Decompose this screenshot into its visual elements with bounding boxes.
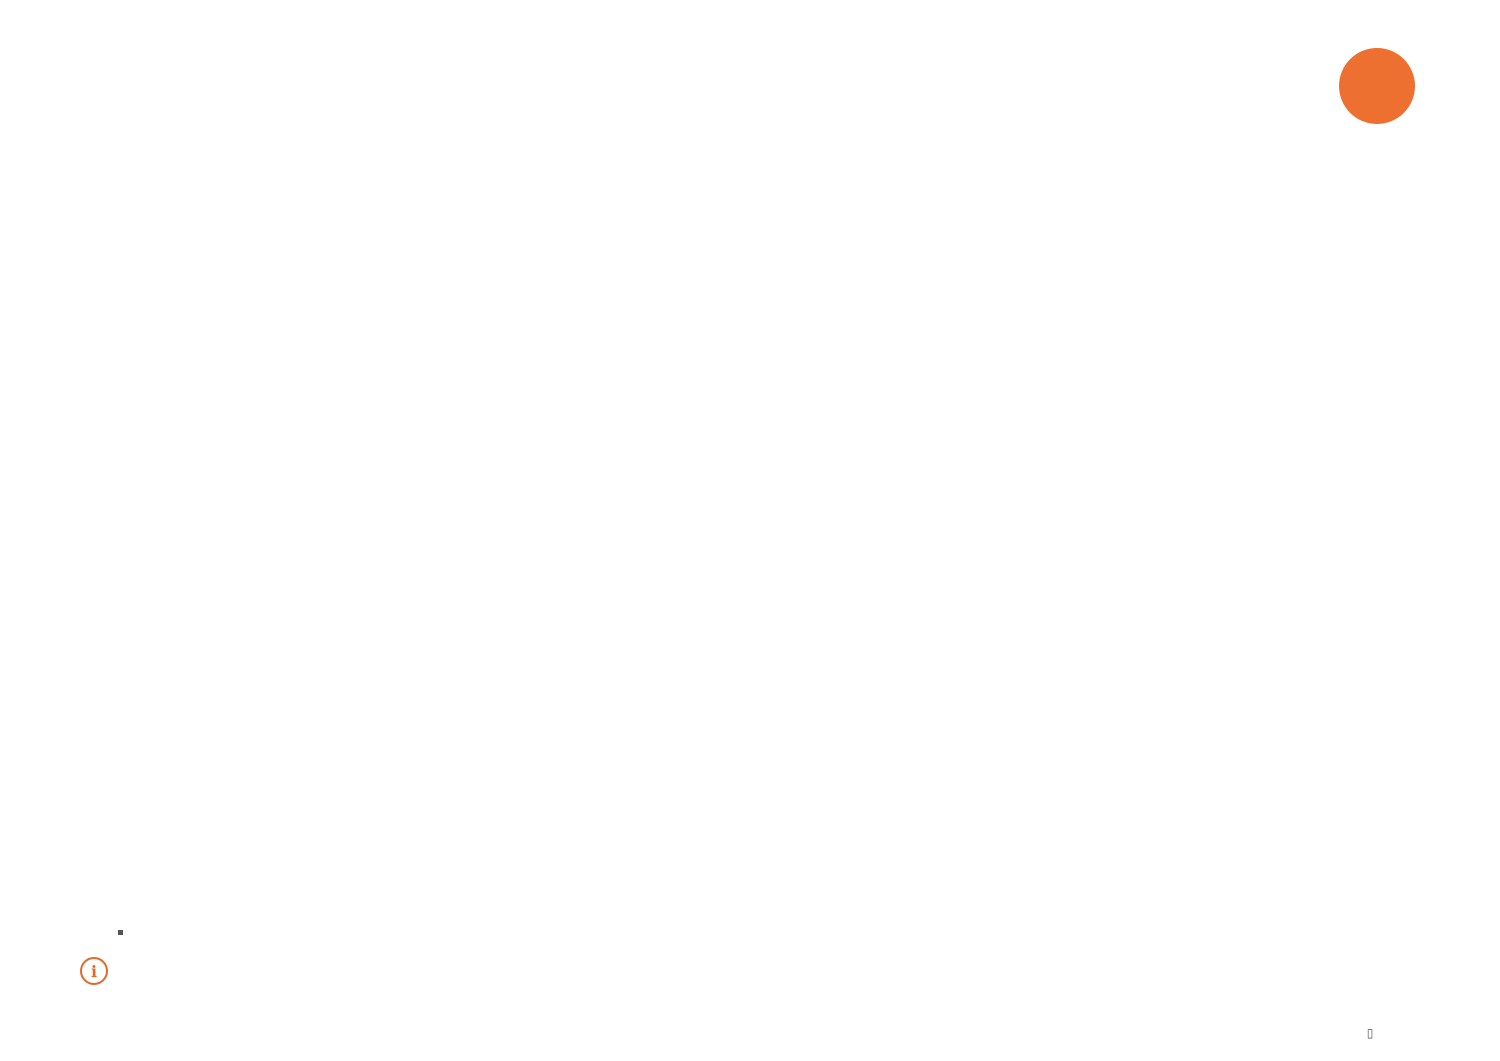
phone-icon: ▯ [1366, 1026, 1374, 1040]
qr-code-icon[interactable] [1330, 923, 1424, 1017]
musicianposter-logo[interactable] [1339, 48, 1415, 124]
fretboard-diagram [0, 380, 1500, 700]
scan-me-label [1310, 1026, 1430, 1040]
info-icon: i [80, 957, 108, 985]
